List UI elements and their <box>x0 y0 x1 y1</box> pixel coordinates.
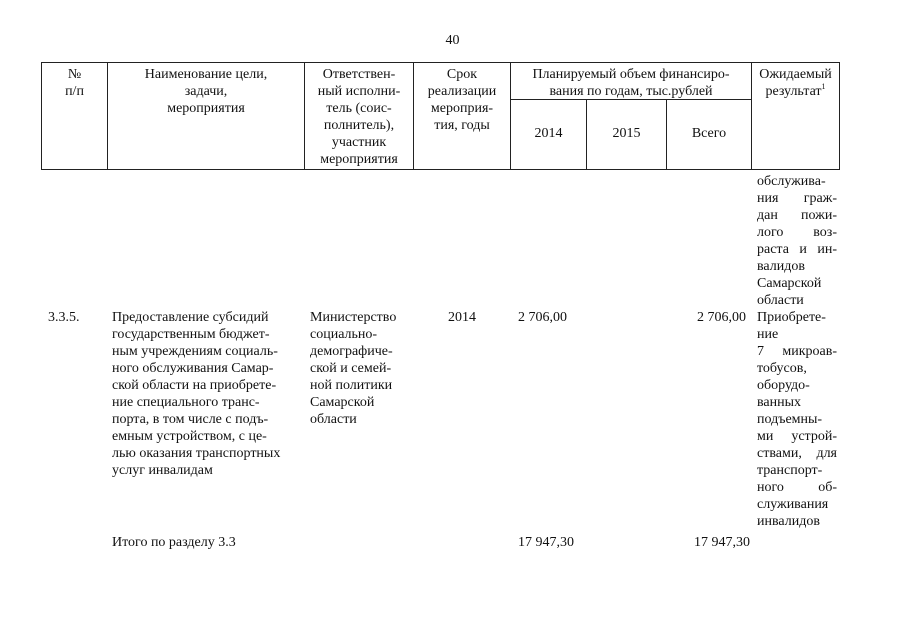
row-result: Приобрете- ние 7 микроав- тобусов, оборудо- ванных подъемны- ми устрой- ствами, для транспорт- ного об- служивания инвалидов <box>757 310 837 529</box>
continued-result: обслужива- ния граж- дан пожи- лого воз- раста и ин- валидов Самарской области <box>757 174 837 308</box>
row-value-total: 2 706,00 <box>697 310 746 325</box>
header-num: № п/п <box>65 67 84 99</box>
row-name: Предоставление субсидий государственным бюджет- ным учреждениям социаль- ного обслуживания Самар- ской области на приобрете- ние специального транс- порта, в том числе с подъ- емным устройством, с це- лью оказания транспортных услуг инвалидам <box>112 310 281 478</box>
subtotal-2014: 17 947,30 <box>518 535 574 550</box>
subtotal-total: 17 947,30 <box>694 535 750 550</box>
footnote-marker: 1 <box>821 82 826 91</box>
page-number: 40 <box>445 33 460 48</box>
header-name: Наименование цели, задачи, мероприятия <box>144 67 268 116</box>
subtotal-label: Итого по разделу 3.3 <box>112 535 236 550</box>
header-year-2014: 2014 <box>534 126 563 141</box>
row-value-2014: 2 706,00 <box>518 310 567 325</box>
row-term: 2014 <box>448 310 476 325</box>
header-result: Ожидаемый результат$^1$ <box>759 67 832 99</box>
header-year-2015: 2015 <box>612 126 641 141</box>
row-number: 3.3.5. <box>48 310 80 325</box>
header-executor: Ответствен- ный исполни- тель (соис- полнитель), участник мероприятия <box>317 67 401 167</box>
header-financing: Планируемый объем финансиро- вания по годам, тыс.рублей <box>532 67 730 99</box>
header-term: Срок реализации мероприя- тия, годы <box>427 67 497 133</box>
row-executor: Министерство социально- демографиче- ской и семей- ной политики Самарской области <box>310 310 397 427</box>
header-year-total: Всего <box>691 126 727 141</box>
